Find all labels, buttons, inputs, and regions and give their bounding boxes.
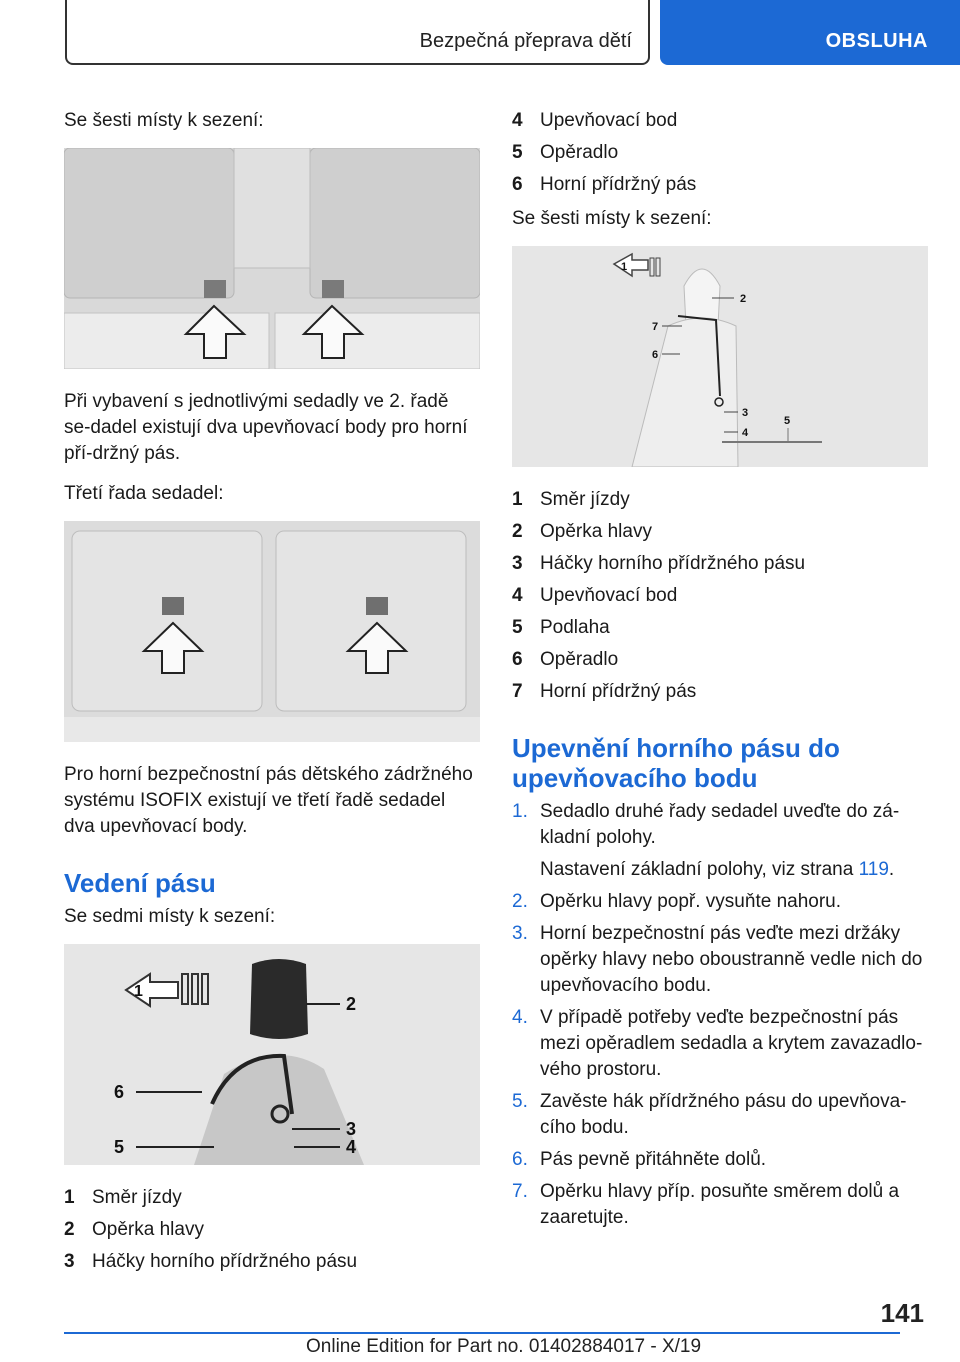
legend-number: 6 bbox=[512, 649, 523, 670]
label-4: 4 bbox=[742, 427, 749, 439]
step-text: V případě potřeby veďte bezpečnostní pás mezi opěradlem sedadla a krytem zavazadlo-vého prostoru. bbox=[540, 1007, 923, 1080]
legend-number: 3 bbox=[64, 1251, 75, 1272]
legend-row bbox=[512, 551, 928, 577]
legend-row bbox=[512, 679, 928, 705]
step-text: Opěrku hlavy popř. vysuňte nahoru. bbox=[540, 891, 842, 912]
step-subtext bbox=[540, 857, 928, 883]
legend-text: Podlaha bbox=[540, 617, 610, 638]
step-item bbox=[512, 889, 928, 915]
legend-row bbox=[512, 519, 928, 545]
legend-text: Směr jízdy bbox=[92, 1187, 182, 1208]
section-tab-label: OBSLUHA bbox=[825, 30, 928, 52]
legend-number: 4 bbox=[512, 110, 523, 131]
legend-number: 1 bbox=[512, 489, 523, 510]
section-heading: Upevnění horního pásu do upevňovacího bodu bbox=[512, 733, 840, 793]
step-text: Horní bezpečnostní pás veďte mezi držáky opěrky hlavy nebo oboustranně vedle nich do upevňovacího bodu. bbox=[540, 923, 923, 996]
right-column bbox=[512, 108, 928, 1237]
step-number: 7. bbox=[512, 1181, 528, 1202]
legend-number: 7 bbox=[512, 681, 523, 702]
legend-text: Opěrka hlavy bbox=[540, 521, 652, 542]
paragraph: Pro horní bezpečnostní pás dětského zádržného systému ISOFIX existují ve třetí řadě sedadel dva upevňovací body. bbox=[64, 764, 473, 837]
legend-text: Opěrka hlavy bbox=[92, 1219, 204, 1240]
label-2: 2 bbox=[740, 293, 747, 305]
legend-list bbox=[512, 487, 928, 705]
legend-number: 2 bbox=[512, 521, 523, 542]
legend-number: 6 bbox=[512, 174, 523, 195]
legend-number: 4 bbox=[512, 585, 523, 606]
step-number: 1. bbox=[512, 801, 528, 822]
legend-row bbox=[512, 172, 928, 198]
paragraph: Při vybavení s jednotlivými sedadly ve 2. řadě se-dadel existují dva upevňovací body pro horní pří-držný pás. bbox=[64, 391, 468, 464]
label-6: 6 bbox=[652, 349, 659, 361]
legend-text: Upevňovací bod bbox=[540, 585, 678, 606]
legend-text: Opěradlo bbox=[540, 649, 619, 670]
legend-row bbox=[512, 647, 928, 673]
legend-text: Upevňovací bod bbox=[540, 110, 678, 131]
legend-text: Háčky horního přídržného pásu bbox=[92, 1251, 358, 1272]
label-1: 1 bbox=[134, 983, 143, 1000]
legend-text: Háčky horního přídržného pásu bbox=[540, 553, 806, 574]
legend-text: Horní přídržný pás bbox=[540, 681, 697, 702]
page-reference-link[interactable]: 119 bbox=[858, 859, 889, 880]
legend-list bbox=[512, 108, 928, 198]
label-5: 5 bbox=[784, 415, 791, 427]
step-number: 4. bbox=[512, 1007, 528, 1028]
step-number: 3. bbox=[512, 923, 528, 944]
section-heading: Vedení pásu bbox=[64, 868, 216, 898]
legend-row bbox=[64, 1249, 480, 1275]
legend-row bbox=[512, 140, 928, 166]
step-text: Zavěste hák přídržného pásu do upevňova-cího bodu. bbox=[540, 1091, 907, 1138]
step-item bbox=[512, 1005, 928, 1083]
legend-number: 2 bbox=[64, 1219, 75, 1240]
step-subtext-body: Nastavení základní polohy, viz strana bbox=[540, 859, 859, 880]
step-text: Opěrku hlavy příp. posuňte směrem dolů a zaaretujte. bbox=[540, 1181, 900, 1228]
legend-list bbox=[64, 1185, 480, 1275]
step-text: Pás pevně přitáhněte dolů. bbox=[540, 1149, 767, 1170]
legend-row bbox=[512, 615, 928, 641]
figure-seven-seat-belt-routing bbox=[64, 944, 480, 1165]
figure-six-seat-belt-routing bbox=[512, 246, 928, 467]
legend-text: Horní přídržný pás bbox=[540, 174, 697, 195]
legend-number: 3 bbox=[512, 553, 523, 574]
header-frame bbox=[65, 0, 650, 65]
step-text: Sedadlo druhé řady sedadel uveďte do zá-kladní polohy. bbox=[540, 801, 900, 848]
legend-number: 5 bbox=[512, 617, 523, 638]
legend-number: 1 bbox=[64, 1187, 75, 1208]
step-item bbox=[512, 799, 928, 883]
paragraph: Třetí řada sedadel: bbox=[64, 483, 224, 504]
paragraph: Se šesti místy k sezení: bbox=[512, 208, 712, 229]
step-item bbox=[512, 1147, 928, 1173]
step-number: 2. bbox=[512, 891, 528, 912]
step-number: 5. bbox=[512, 1091, 528, 1112]
step-number: 6. bbox=[512, 1149, 528, 1170]
label-7: 7 bbox=[652, 321, 659, 333]
label-5: 5 bbox=[114, 1137, 125, 1157]
paragraph: Se sedmi místy k sezení: bbox=[64, 906, 276, 927]
legend-row bbox=[64, 1217, 480, 1243]
label-3: 3 bbox=[742, 407, 749, 419]
legend-row bbox=[64, 1185, 480, 1211]
label-6: 6 bbox=[114, 1082, 125, 1102]
footer-edition-text: Online Edition for Part no. 01402884017 - X/19 bbox=[306, 1336, 702, 1357]
legend-text: Opěradlo bbox=[540, 142, 619, 163]
label-4: 4 bbox=[346, 1137, 357, 1157]
step-item bbox=[512, 1179, 928, 1231]
figure-third-row-anchors bbox=[64, 521, 480, 742]
legend-text: Směr jízdy bbox=[540, 489, 630, 510]
section-tab bbox=[660, 0, 960, 65]
page-number: 141 bbox=[880, 1298, 924, 1328]
header-title: Bezpečná přeprava dětí bbox=[419, 30, 632, 52]
figure-second-row-anchors bbox=[64, 148, 480, 369]
paragraph: Se šesti místy k sezení: bbox=[64, 110, 264, 131]
step-item bbox=[512, 1089, 928, 1141]
legend-number: 5 bbox=[512, 142, 523, 163]
legend-row bbox=[512, 487, 928, 513]
legend-row bbox=[512, 108, 928, 134]
label-2: 2 bbox=[346, 994, 357, 1014]
left-column bbox=[64, 108, 480, 1281]
label-1: 1 bbox=[621, 261, 628, 273]
step-subtext-end: . bbox=[888, 859, 895, 880]
footer-divider bbox=[64, 1332, 900, 1334]
step-list bbox=[512, 799, 928, 1231]
label-3: 3 bbox=[346, 1119, 357, 1139]
legend-row bbox=[512, 583, 928, 609]
step-item bbox=[512, 921, 928, 999]
